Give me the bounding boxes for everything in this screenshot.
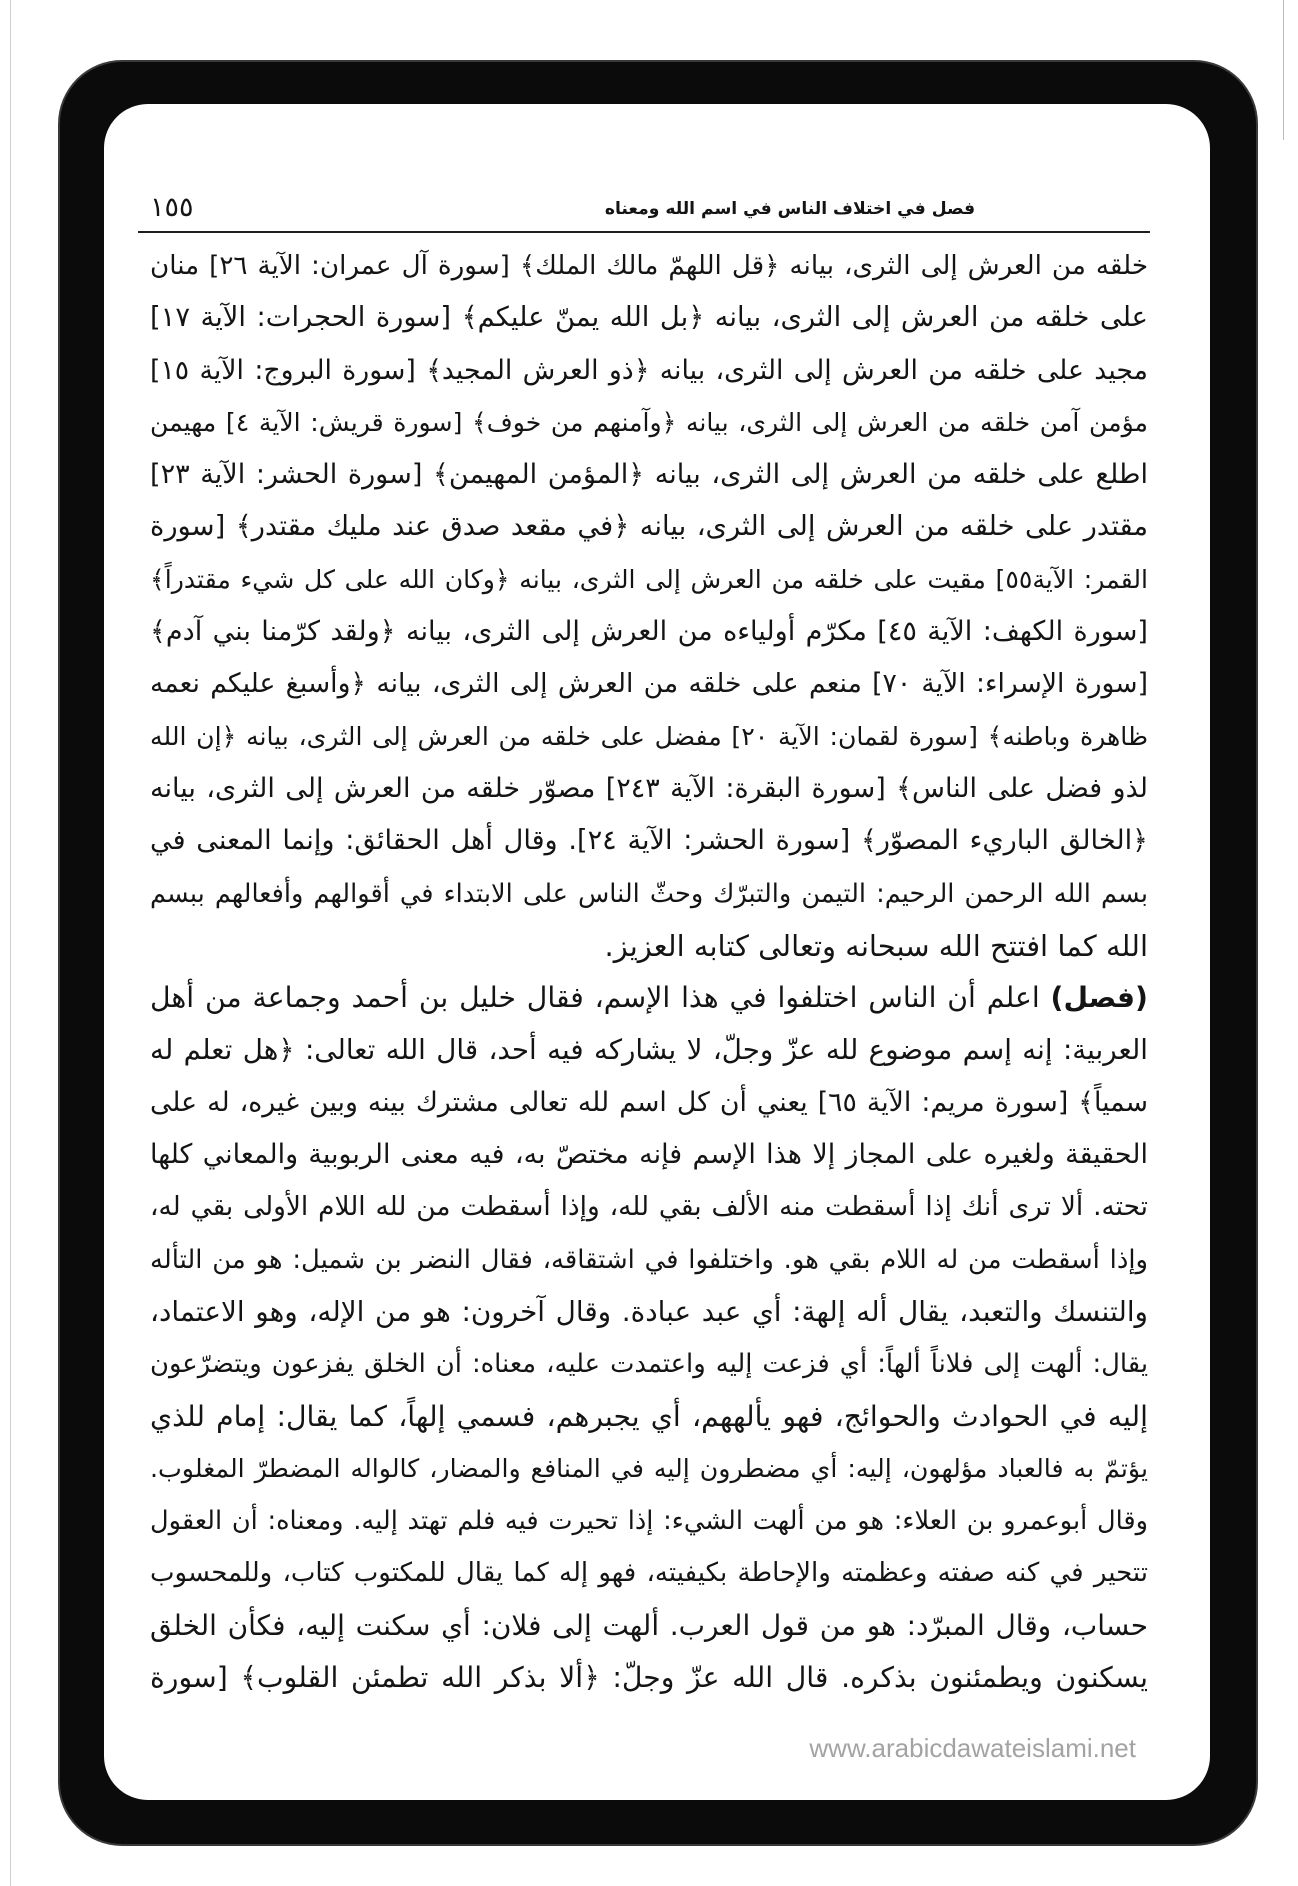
text-line	[150, 815, 1148, 867]
text-line	[150, 972, 1148, 1024]
text-line-content: ﴿الخالق الباريء المصوّر﴾ [سورة الحشر: الآية ٢٤]. وقال أهل الحقائق: وإنما المعنى في	[150, 825, 1148, 857]
watermark-url: www.arabicdawateislami.net	[809, 1733, 1136, 1763]
running-title	[600, 190, 980, 228]
text-line-content: مؤمن آمن خلقه من العرش إلى الثرى، بيانه ﴿وآمنهم من خوف﴾ [سورة قريش: الآية ٤] مهيمن	[150, 407, 1148, 437]
text-line-content: وقال أبوعمرو بن العلاء: هو من ألهت الشيء: إذا تحيرت فيه فلم تهتد إليه. ومعناه: أن العقول	[150, 1506, 1148, 1537]
text-line	[150, 920, 1148, 972]
body-text	[150, 240, 1148, 1704]
text-line	[150, 1652, 1148, 1704]
text-line-content: سمياً﴾ [سورة مريم: الآية ٦٥] يعني أن كل اسم لله تعالى مشترك بينه وبين غيره، له على	[150, 1086, 1148, 1118]
text-line-content: الله كما افتتح الله سبحانه وتعالى كتابه العزيز.	[604, 928, 1148, 963]
text-line-content: بسم الله الرحمن الرحيم: التيمن والتبرّك وحثّ الناس على الابتداء في أقوالهم وأفعالهم ببسم	[150, 878, 1148, 909]
text-line	[150, 1391, 1148, 1443]
text-line	[150, 501, 1148, 553]
text-line-content: يؤتمّ به فالعباد مؤلهون، إليه: أي مضطرون إليه في المنافع والمضار، كالواله المضطرّ المغلوب.	[150, 1453, 1148, 1483]
text-line	[150, 345, 1148, 397]
text-line-content: على خلقه من العرش إلى الثرى، بيانه ﴿بل الله يمنّ عليكم﴾ [سورة الحجرات: الآية ١٧]	[150, 302, 1148, 334]
paragraph	[150, 972, 1148, 1704]
header-rule	[138, 231, 1150, 233]
scan-edge-line	[10, 0, 11, 1886]
text-line	[150, 606, 1148, 658]
text-line	[150, 1129, 1148, 1181]
text-line	[150, 1495, 1148, 1547]
text-line-content: القمر: الآية٥٥] مقيت على خلقه من العرش إلى الثرى، بيانه ﴿وكان الله على كل شيء مقتدراً﴾	[150, 564, 1148, 594]
text-line	[150, 1600, 1148, 1652]
text-line	[150, 658, 1148, 710]
text-line	[150, 1547, 1148, 1599]
scan-edge-line	[1283, 0, 1284, 140]
text-line	[150, 1024, 1148, 1076]
text-line-content: ظاهرة وباطنه﴾ [سورة لقمان: الآية ٢٠] مفضل على خلقه من العرش إلى الثرى، بيانه ﴿إن الله	[150, 721, 1148, 751]
text-line-content: العربية: إنه إسم موضوع لله عزّ وجلّ، لا يشاركه فيه أحد، قال الله تعالى: ﴿هل تعلم له	[150, 1033, 1148, 1067]
paragraph	[150, 240, 1148, 972]
text-line-content: والتنسك والتعبد، يقال أله إلهة: أي عبد عبادة. وقال آخرون: هو من الإله، وهو الاعتماد،	[150, 1294, 1148, 1328]
text-line-content: يقال: ألهت إلى فلاناً ألهاً: أي فزعت إليه واعتمدت عليه، معناه: أن الخلق يفزعون ويتضرّعون	[150, 1349, 1148, 1380]
text-line	[150, 1077, 1148, 1129]
text-line	[150, 397, 1148, 449]
text-line	[150, 711, 1148, 763]
text-line-content: يسكنون ويطمئنون بذكره. قال الله عزّ وجلّ: ﴿ألا بذكر الله تطمئن القلوب﴾ [سورة	[150, 1661, 1148, 1695]
text-line	[150, 1234, 1148, 1286]
text-line-content: اطلع على خلقه من العرش إلى الثرى، بيانه ﴿المؤمن المهيمن﴾ [سورة الحشر: الآية ٢٣]	[150, 459, 1148, 491]
text-line-content: وإذا أسقطت من له اللام بقي هو. واختلفوا في اشتقاقه، فقال النضر بن شميل: هو من التأله	[150, 1244, 1148, 1275]
section-heading: (فصل)	[1050, 981, 1148, 1015]
text-line-content: حساب، وقال المبرّد: هو من قول العرب. ألهت إلى فلان: أي سكنت إليه، فكأن الخلق	[150, 1608, 1148, 1642]
text-line-content: مقتدر على خلقه من العرش إلى الثرى، بيانه ﴿في مقعد صدق عند مليك مقتدر﴾ [سورة	[150, 511, 1148, 543]
text-line	[150, 1181, 1148, 1233]
page-sheet	[104, 104, 1210, 1800]
text-line-content: [سورة الكهف: الآية ٤٥] مكرّم أولياءه من العرش إلى الثرى، بيانه ﴿ولقد كرّمنا بني آدم﴾	[150, 616, 1148, 648]
running-title-text: فصل في اختلاف الناس في اسم الله ومعناه	[604, 199, 976, 219]
text-line	[150, 868, 1148, 920]
text-line	[150, 240, 1148, 292]
page-frame	[60, 62, 1256, 1844]
text-line	[150, 763, 1148, 815]
text-line	[150, 1286, 1148, 1338]
text-line-content: لذو فضل على الناس﴾ [سورة البقرة: الآية ٢٤٣] مصوّر خلقه من العرش إلى الثرى، بيانه	[150, 772, 1148, 804]
text-line-content: خلقه من العرش إلى الثرى، بيانه ﴿قل اللهمّ مالك الملك﴾ [سورة آل عمران: الآية ٢٦] منان	[150, 251, 1148, 281]
text-line	[150, 554, 1148, 606]
text-line-content: تحته. ألا ترى أنك إذا أسقطت منه الألف بقي لله، وإذا أسقطت من لله اللام الأولى بقي له،	[150, 1192, 1148, 1223]
text-line-rest: اعلم أن الناس اختلفوا في هذا الإسم، فقال خليل بن أحمد وجماعة من أهل	[150, 981, 1040, 1015]
text-line-content	[150, 981, 1148, 1014]
text-line	[150, 1338, 1148, 1390]
text-line-content: [سورة الإسراء: الآية ٧٠] منعم على خلقه من العرش إلى الثرى، بيانه ﴿وأسبغ عليكم نعمه	[150, 668, 1148, 700]
text-line-content: إليه في الحوادث والحوائج، فهو يألههم، أي يجبرهم، فسمي إلهاً، كما يقال: إمام للذي	[150, 1399, 1148, 1433]
text-line	[150, 449, 1148, 501]
text-line-content: الحقيقة ولغيره على المجاز إلا هذا الإسم فإنه مختصّ به، فيه معنى الربوبية والمعاني كلها	[150, 1139, 1148, 1171]
text-line	[150, 292, 1148, 344]
text-line	[150, 1443, 1148, 1495]
text-line-content: مجيد على خلقه من العرش إلى الثرى، بيانه ﴿ذو العرش المجيد﴾ [سورة البروج: الآية ١٥]	[150, 354, 1148, 386]
text-line-content: تتحير في كنه صفته وعظمته والإحاطة بكيفيته، فهو إله كما يقال للمكتوب كتاب، وللمحسوب	[150, 1558, 1148, 1589]
page-number: ١٥٥	[150, 192, 194, 223]
